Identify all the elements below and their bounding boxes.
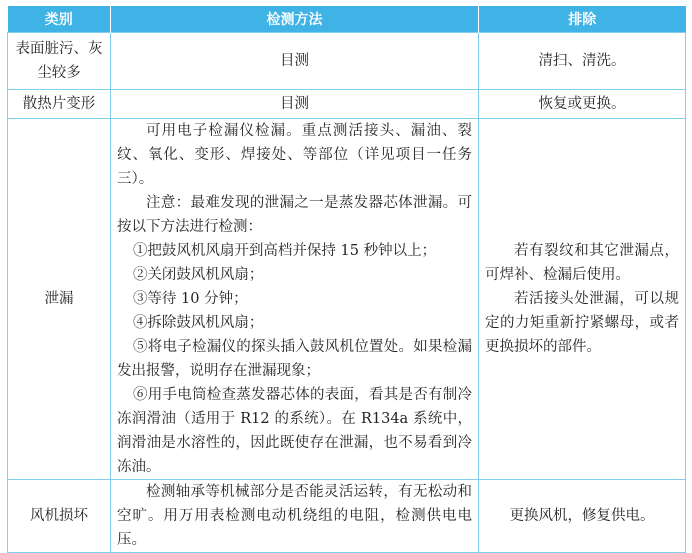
table-row — [8, 33, 686, 90]
table-row — [8, 90, 686, 119]
method-cell — [111, 480, 479, 553]
remedy-paragraph: 若有裂纹和其它泄漏点，可焊补、检漏后使用。 — [485, 243, 679, 283]
method-step: ⑥用手电筒检查蒸发器芯体的表面，看其是否有制冷冻润滑油（适用于 R12 的系统）。在 R134a 系统中，润滑油是水溶性的，因此既使存在泄漏，也不易看到冷冻油。 — [117, 387, 472, 475]
method-cell: 目测 — [111, 33, 479, 90]
category-cell: 散热片变形 — [8, 90, 111, 119]
inspection-table — [7, 6, 686, 553]
remedy-paragraph: 若活接头处泄漏，可以规定的力矩重新拧紧螺母，或者更换损坏的部件。 — [485, 291, 679, 355]
method-cell: 目测 — [111, 90, 479, 119]
method-step: ⑤将电子检漏仪的探头插入鼓风机位置处。如果检漏发出报警，说明存在泄漏现象； — [117, 339, 472, 379]
method-step: ②关闭鼓风机风扇； — [132, 267, 264, 283]
method-cell — [111, 119, 479, 480]
method-paragraph: 检测轴承等机械部分是否能灵活运转，有无松动和空旷。用万用表检测电动机绕组的电阻，检测供电电压。 — [117, 484, 472, 548]
method-step: ④拆除鼓风机风扇； — [132, 315, 264, 331]
method-paragraph: 可用电子检漏仪检漏。重点测活接头、漏油、裂纹、氧化、变形、焊接处、等部位（详见项目一任务三）。 — [117, 123, 472, 187]
category-cell: 表面脏污、灰尘较多 — [8, 33, 111, 90]
table-row — [8, 119, 686, 480]
method-step: ③等待 10 分钟； — [132, 291, 248, 307]
method-step: ①把鼓风机风扇开到高档并保持 15 秒钟以上； — [132, 243, 437, 259]
header-method: 检测方法 — [111, 6, 479, 33]
category-cell: 泄漏 — [8, 119, 111, 480]
header-remedy: 排除 — [479, 6, 686, 33]
method-paragraph: 注意：最难发现的泄漏之一是蒸发器芯体泄漏。可按以下方法进行检测： — [117, 195, 472, 235]
category-cell: 风机损坏 — [8, 480, 111, 553]
table-header-row — [8, 6, 686, 33]
remedy-cell: 恢复或更换。 — [479, 90, 686, 119]
header-category: 类别 — [8, 6, 111, 33]
remedy-cell: 清扫、清洗。 — [479, 33, 686, 90]
table-row — [8, 480, 686, 553]
remedy-cell — [479, 119, 686, 480]
remedy-cell: 更换风机，修复供电。 — [479, 480, 686, 553]
